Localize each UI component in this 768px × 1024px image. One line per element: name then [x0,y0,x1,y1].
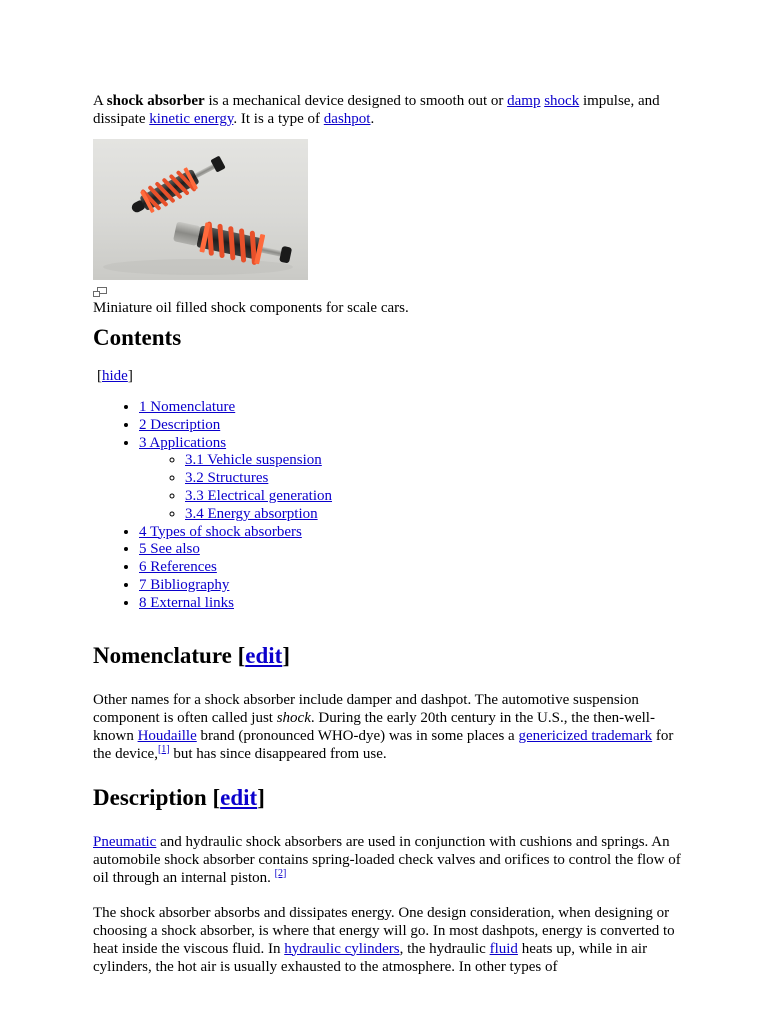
edit-description-link[interactable]: edit [220,784,258,810]
description-paragraph-2: The shock absorber absorbs and dissipates energy. One design consideration, when designing or choosing a shock absorber, is where that energy will go. In most dashpots, energy is converted to heat inside the viscous fluid. In hydraulic cylinders, the hydraulic fluid heats up, while in air cylinders, the hot air is usually exhausted to the atmosphere. In other types of [93,904,675,975]
link-fluid[interactable]: fluid [489,940,518,957]
link-shock[interactable]: shock [544,93,580,109]
toc-title: Contents [93,325,182,350]
nomenclature-paragraph: Other names for a shock absorber include damper and dashpot. The automotive suspension component is often called just shock. During the early 20th century in the U.S., the then-well-known Houdaille brand (pronounced WHO-dye) was in some places a genericized trademark for the device,[1] but has since disappeared from use. [93,691,674,762]
toc-item [139,541,683,559]
toc-subitem [185,506,683,524]
toc-toggle: [hide] [97,368,133,384]
toc-link-applications[interactable]: 3 Applications [139,434,227,451]
toc-link-types[interactable]: 4 Types of shock absorbers [139,523,302,540]
toc-link-references[interactable]: 6 References [139,559,217,576]
link-houdaille[interactable]: Houdaille [137,727,197,744]
toc-hide-link[interactable]: hide [102,368,128,384]
toc-subitem [185,452,683,470]
magnify-icon[interactable] [93,287,107,297]
shock-absorber-illustration [93,139,308,280]
description-paragraph-1: Pneumatic and hydraulic shock absorbers are used in conjunction with cushions and springs. An automobile shock absorber contains spring-loaded check valves and orifices to control the flow of oil through an internal piston. [2] [93,833,681,886]
toc-link-energy-absorption[interactable]: 3.4 Energy absorption [185,505,318,522]
toc-subitem [185,470,683,488]
article-body [93,92,683,976]
toc-list [93,399,683,613]
toc-link-vehicle-suspension[interactable]: 3.1 Vehicle suspension [185,452,322,469]
toc-link-nomenclature[interactable]: 1 Nomenclature [139,399,236,415]
toc-link-external-links[interactable]: 8 External links [139,594,234,611]
link-damp[interactable]: damp [507,93,541,109]
toc-link-description[interactable]: 2 Description [139,416,221,433]
edit-nomenclature-link[interactable]: edit [245,642,283,668]
figure-caption: Miniature oil filled shock components for scale cars. [93,300,409,316]
toc-link-electrical-generation[interactable]: 3.3 Electrical generation [185,487,333,504]
toc-item [139,399,683,417]
toc-sublist [139,452,683,523]
toc-item [139,435,683,524]
link-hydraulic-cylinders[interactable]: hydraulic cylinders [284,940,400,957]
toc-item [139,559,683,577]
link-pneumatic[interactable]: Pneumatic [93,833,157,850]
reference-2-link[interactable]: [2] [274,867,287,879]
link-genericized-trademark[interactable]: genericized trademark [518,727,653,744]
section-heading-description: Description [edit] [93,784,265,810]
toc-subitem [185,488,683,506]
section-heading-nomenclature: Nomenclature [edit] [93,642,290,668]
shock-absorbers-photo[interactable] [93,139,308,280]
intro-paragraph: A shock absorber is a mechanical device designed to smooth out or damp shock impulse, and dissipate kinetic energy. It is a type of dashpot. [93,93,660,127]
toc-link-bibliography[interactable]: 7 Bibliography [139,576,230,593]
term-shock-absorber: shock absorber [106,93,205,109]
reference-1-link[interactable]: [1] [157,743,170,755]
toc-item [139,524,683,542]
toc-link-structures[interactable]: 3.2 Structures [185,470,269,487]
toc-link-see-also[interactable]: 5 See also [139,541,200,558]
link-kinetic-energy[interactable]: kinetic energy [149,111,234,127]
link-dashpot[interactable]: dashpot [323,111,371,127]
toc-item [139,417,683,435]
toc-item [139,577,683,595]
toc-item [139,595,683,613]
